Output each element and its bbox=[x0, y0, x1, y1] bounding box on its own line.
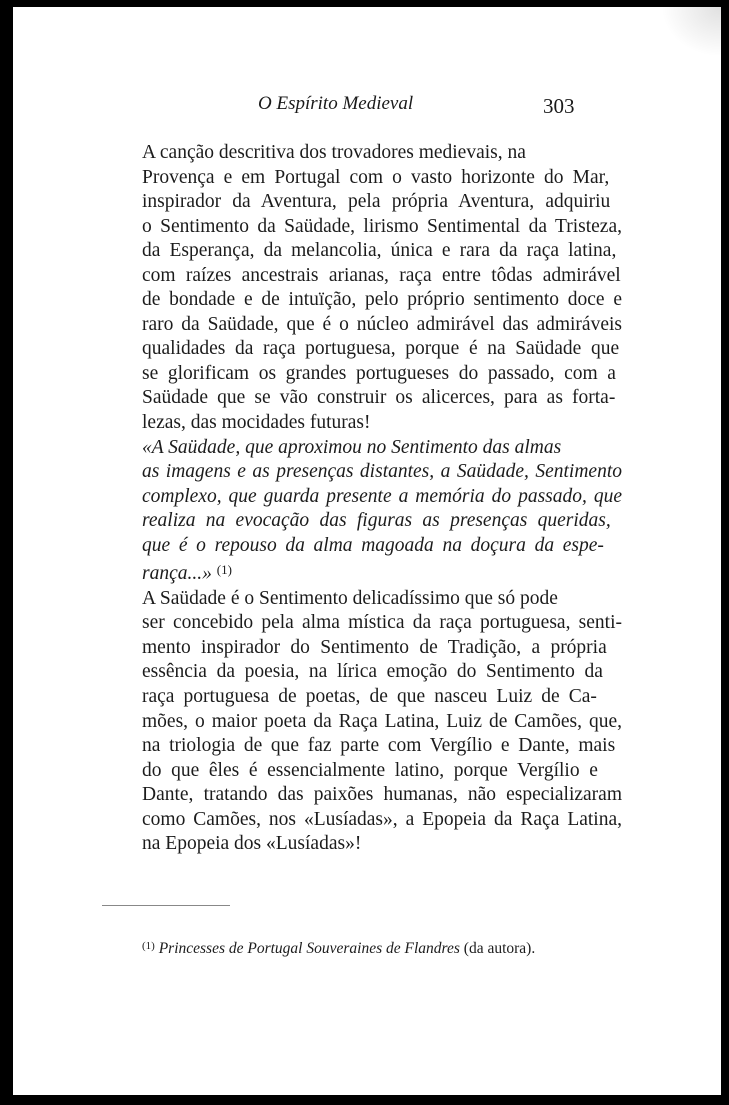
text-line: Saüdade que se vão construir os alicerces, para as forta- bbox=[142, 387, 616, 409]
text-line: inspirador da Aventura, pela própria Aventura, adquiriu bbox=[142, 191, 611, 213]
page-corner-shade bbox=[661, 7, 721, 57]
text-line: Provença e em Portugal com o vasto horizonte do Mar, bbox=[142, 166, 610, 188]
quote-paragraph bbox=[104, 436, 622, 587]
text-line-with-ref bbox=[104, 558, 584, 587]
text-line: o Sentimento da Saüdade, lirismo Sentimental da Tristeza, bbox=[142, 215, 622, 237]
text-line: as imagens e as presenças distantes, a Saüdade, Sentimento bbox=[142, 461, 622, 483]
text-line: raro da Saüdade, que é o núcleo admirável das admiráveis bbox=[142, 313, 622, 335]
text-line: A Saüdade é o Sentimento delicadíssimo que só pode bbox=[142, 587, 558, 609]
text-line: se glorificam os grandes portugueses do passado, com a bbox=[142, 362, 616, 384]
text-line: de bondade e de intuïção, pelo próprio sentimento doce e bbox=[142, 289, 622, 311]
text-line: ser concebido pela alma mística da raça portuguesa, senti- bbox=[142, 612, 622, 634]
text-line: com raízes ancestrais arianas, raça entre tôdas admirável bbox=[142, 264, 621, 286]
footnote-reference[interactable]: (1) bbox=[216, 562, 232, 578]
page-number: 303 bbox=[543, 94, 575, 118]
footnote bbox=[142, 940, 535, 958]
text-line: como Camões, nos «Lusíadas», a Epopeia da Raça Latina, bbox=[142, 808, 622, 830]
text-line: lezas, das mocidades futuras! bbox=[142, 412, 371, 434]
text-line: qualidades da raça portuguesa, porque é na Saüdade que bbox=[142, 338, 620, 360]
paragraph-1 bbox=[104, 141, 622, 436]
footnote-title: Princesses de Portugal Souveraines de Flandres bbox=[158, 940, 460, 957]
text-line: na triologia de que faz parte com Vergílio e Dante, mais bbox=[142, 735, 616, 757]
text-line: raça portuguesa de poetas, de que nasceu Luiz de Ca- bbox=[142, 686, 597, 708]
text-line: na Epopeia dos «Lusíadas»! bbox=[142, 833, 362, 855]
footnote-note: (da autora). bbox=[463, 940, 536, 957]
running-title: O Espírito Medieval bbox=[258, 93, 414, 114]
text-line: «A Saüdade, que aproximou no Sentimento das almas bbox=[142, 436, 562, 458]
text-line: que é o repouso da alma magoada na doçura da espe- bbox=[142, 534, 604, 556]
footnote-divider bbox=[102, 905, 230, 906]
text-line: da Esperança, da melancolia, única e rara da raça latina, bbox=[142, 240, 617, 262]
text-line: A canção descritiva dos trovadores medievais, na bbox=[142, 142, 526, 163]
text-line: mento inspirador do Sentimento de Tradição, a própria bbox=[142, 636, 607, 658]
body-text bbox=[104, 141, 622, 857]
text-line: mões, o maior poeta da Raça Latina, Luiz de Camões, que, bbox=[142, 710, 622, 732]
text-line: rança...» bbox=[142, 563, 212, 585]
book-page bbox=[13, 7, 721, 1095]
text-line: complexo, que guarda presente a memória do passado, que bbox=[142, 485, 622, 507]
footnote-mark: (1) bbox=[142, 940, 155, 952]
paragraph-3 bbox=[104, 587, 622, 857]
text-line: essência da poesia, na lírica emoção do Sentimento da bbox=[142, 661, 603, 683]
text-line: realiza na evocação das figuras as presenças queridas, bbox=[142, 510, 611, 532]
text-line: do que êles é essencialmente latino, porque Vergílio e bbox=[142, 759, 598, 781]
text-line: Dante, tratando das paixões humanas, não especializaram bbox=[142, 784, 622, 806]
